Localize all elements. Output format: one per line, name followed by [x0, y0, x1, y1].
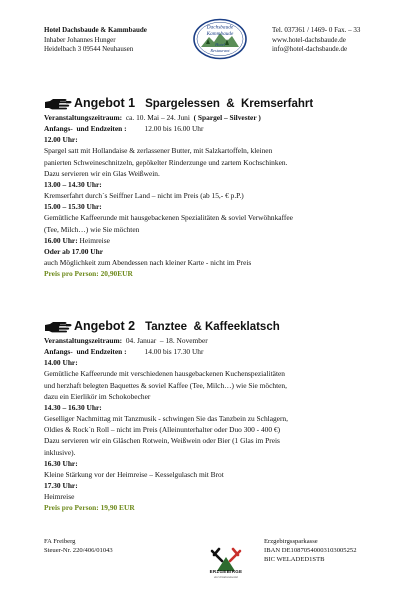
phone-fax: Tel. 037361 / 1469- 0 Fax. – 33	[272, 26, 361, 34]
tax-info	[44, 537, 113, 555]
offer-1-number: Angebot 1	[74, 96, 136, 110]
hotel-logo	[192, 18, 248, 60]
offer-2-line: 17.30 Uhr:	[44, 481, 78, 491]
offer-1-line: panierten Schweineschnitzeln, gepökelter Rinderzunge und zartem Kochschinken.	[44, 157, 288, 167]
offer-1-home	[44, 235, 414, 246]
offer-2-lines	[44, 357, 414, 502]
offer-1-line: 15.00 – 15.30 Uhr:	[44, 202, 102, 212]
offer-2-line: 14.00 Uhr:	[44, 358, 78, 368]
offer-2-line: Heimreise	[44, 492, 75, 502]
offer-1-line: Kremserfahrt durch´s Seiffner Land – nicht im Preis (ab 15,- € p.P.)	[44, 191, 244, 201]
times-value: 12.00 bis 16.00 Uhr	[144, 124, 204, 134]
offer-2-line: und herzhaft belegten Baquettes & soviel Kaffee (Tee, Milch…) wie Sie möchten,	[44, 380, 287, 390]
hotel-address: Heidelbach 3 09544 Neuhausen	[44, 45, 134, 54]
bic: BIC WELADED1STB	[264, 556, 325, 563]
hotel-contact-block	[272, 26, 412, 55]
logo-text-hotel: Hotel	[215, 42, 225, 47]
times-label: Anfangs- und Endzeiten :	[44, 347, 127, 357]
period-label: Veranstaltungszeitraum:	[44, 336, 123, 345]
offer-1-line: 12.00 Uhr:	[44, 135, 78, 145]
offer-2-line: Geselliger Nachmittag mit Tanzmusik - schwingen Sie das Tanzbein zu Schlagern,	[44, 414, 288, 424]
offer-1-alt-text: auch Möglichkeit zum Abendessen nach kleiner Karte - nicht im Preis	[44, 258, 252, 268]
offer-2-line: dazu ein Eierlikör im Schokobecher	[44, 391, 151, 401]
tax-number: Steuer-Nr. 220/406/01043	[44, 547, 113, 554]
erzgebirge-sublabel: ein Urlaubsreiseziel	[214, 575, 238, 579]
offer-2-line: inklusive).	[44, 447, 76, 457]
email[interactable]: info@hotel-dachsbaude.de	[272, 45, 348, 54]
offer-2-heading	[44, 315, 414, 333]
offer-1-period	[44, 112, 414, 123]
offer-1-line: 13.00 – 14.30 Uhr:	[44, 179, 102, 189]
erzgebirge-label: ERZGEBIRGE	[209, 569, 243, 574]
pointing-hand-icon	[44, 319, 72, 333]
bank-info	[264, 537, 357, 564]
offer-2-section	[44, 315, 414, 514]
offer-1-section	[44, 92, 414, 279]
logo-text-dachsbaude: Dachsbaude	[206, 24, 234, 31]
offer-2-line: Kleine Stärkung vor der Heimreise – Kesselgulasch mit Brot	[44, 469, 224, 479]
hotel-address-block	[44, 26, 194, 55]
offer-2-price: Preis pro Person: 19,90 EUR	[44, 503, 135, 513]
offer-2-line: 16.30 Uhr:	[44, 458, 78, 468]
home-value: Heimreise	[77, 235, 110, 245]
period-label: Veranstaltungszeitraum:	[44, 113, 123, 122]
home-label: 16.00 Uhr:	[44, 235, 78, 245]
offer-2-number: Angebot 2	[74, 319, 136, 333]
offer-2-line: Oldies & Rock´n Roll – nicht im Preis (Alleinunterhalter oder Duo 300 - 400 €)	[44, 425, 281, 435]
offer-2-period	[44, 335, 414, 346]
owner-name: Inhaber Johannes Hunger	[44, 35, 116, 44]
times-value: 14.00 bis 17.30 Uhr	[144, 347, 204, 357]
offer-1-line: Spargel satt mit Hollandaise & zerlassener Butter, mit Salzkartoffeln, kleinen	[44, 146, 273, 156]
offer-1-title: Spargelessen & Kremserfahrt	[145, 98, 314, 110]
hotel-name: Hotel Dachsbaude & Kammbaude	[44, 26, 147, 34]
offer-1-alt-label: Oder ab 17.00 Uhr	[44, 246, 103, 256]
offer-1-line: Gemütliche Kaffeerunde mit hausgebackenen Spezialitäten & soviel Verwöhnkaffee	[44, 213, 293, 223]
offer-2-title: Tanztee & Kaffeeklatsch	[145, 321, 280, 333]
offer-1-lines	[44, 134, 414, 234]
logo-text-restaurant: Restaurant	[210, 48, 230, 53]
offer-1-heading	[44, 92, 414, 110]
bank-name: Erzgebirgssparkasse	[264, 538, 318, 545]
offer-2-line: Gemütliche Kaffeerunde mit verschiedenen hausgebackenen Kuchenspezialitäten	[44, 369, 285, 379]
offer-1-line: (Tee, Milch…) wie Sie möchten	[44, 224, 140, 234]
offer-1-price: Preis pro Person: 20,90EUR	[44, 269, 133, 279]
iban: IBAN DE10870540003103005252	[264, 547, 357, 554]
tax-office: FA Freiberg	[44, 538, 76, 545]
offer-2-times	[44, 346, 414, 357]
period-value: ca. 10. Mai – 24. Juni	[122, 113, 194, 122]
logo-text-kammbaude: Kammbaude	[206, 31, 234, 37]
offer-1-times	[44, 123, 414, 134]
offer-2-line: 14.30 – 16.30 Uhr:	[44, 402, 102, 412]
period-note: ( Spargel – Silvester )	[193, 113, 261, 122]
pointing-hand-icon	[44, 96, 72, 110]
offer-1-line: Dazu servieren wir ein Glas Weißwein.	[44, 168, 160, 178]
website[interactable]: www.hotel-dachsbaude.de	[272, 35, 346, 44]
offer-2-line: Dazu servieren wir ein Gläschen Rotwein, Weißwein oder Bier (1 Glas im Preis	[44, 436, 280, 446]
period-value: 04. Januar – 18. November	[122, 336, 208, 345]
times-label: Anfangs- und Endzeiten :	[44, 124, 127, 134]
